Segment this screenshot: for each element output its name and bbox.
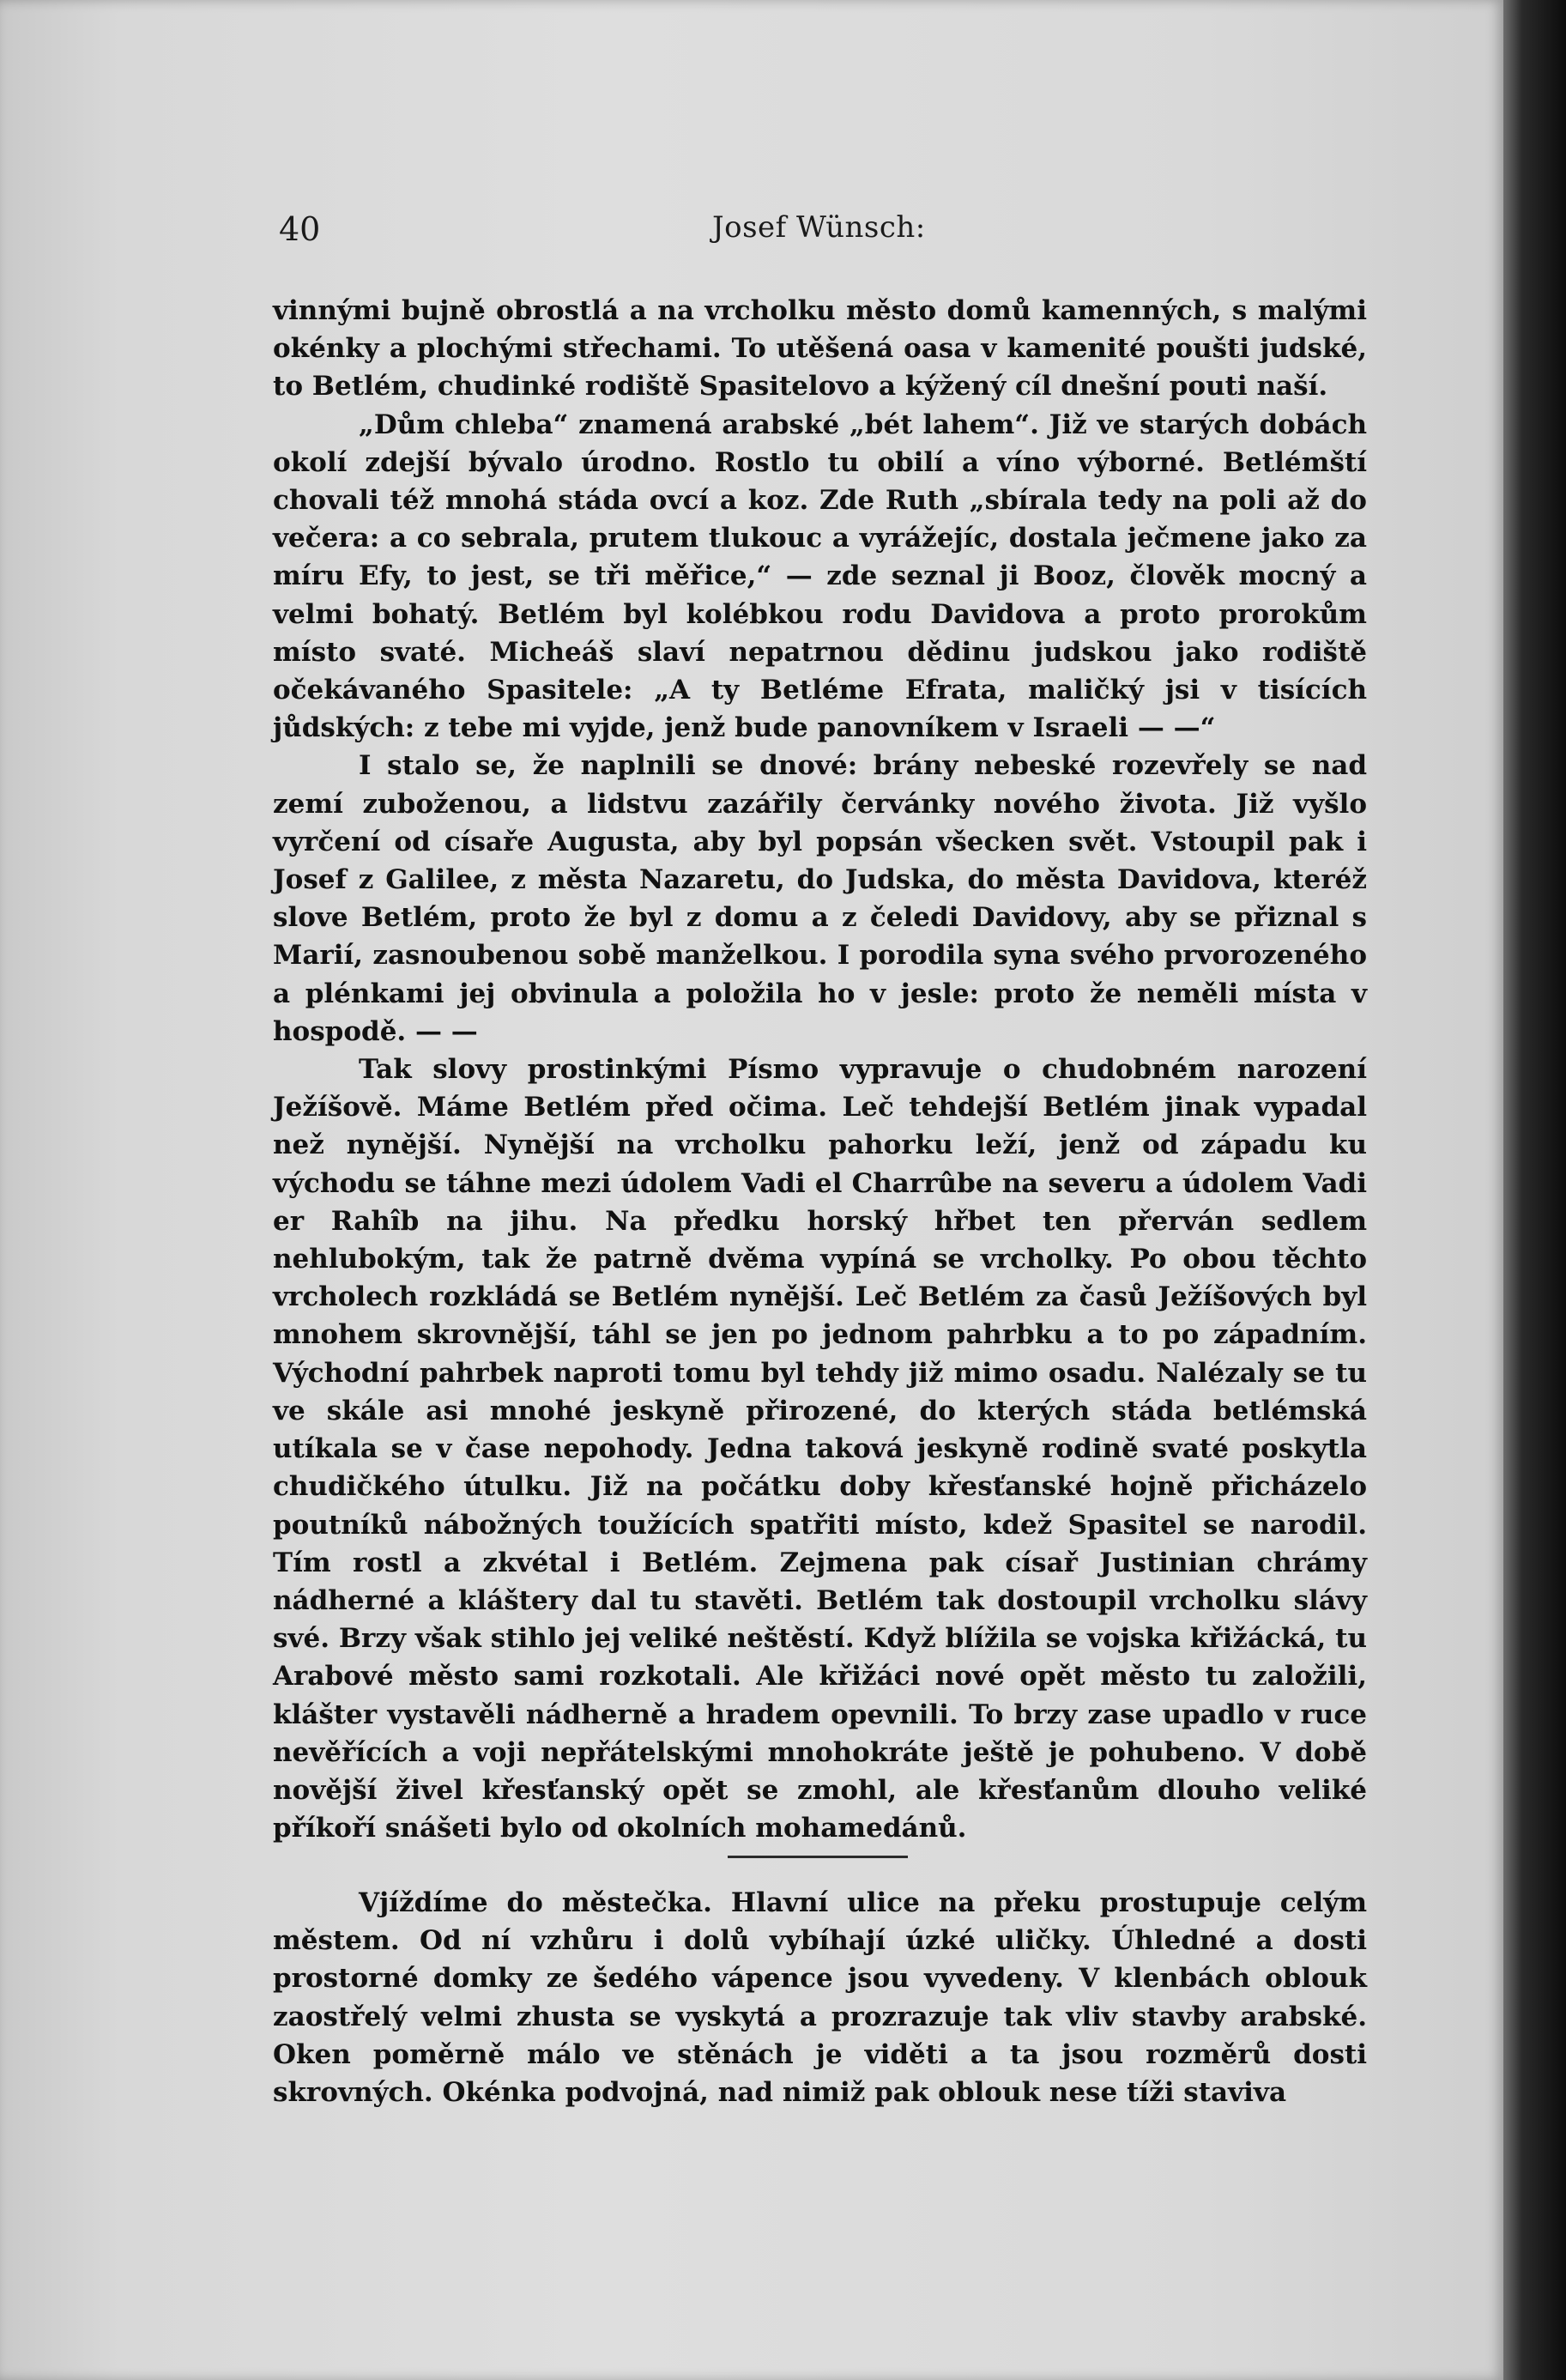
page-number: 40 bbox=[279, 210, 321, 248]
paragraph-2: „Dům chleba“ znamená arabské „bét lahem“. Již ve starých dobách okolí zdejší bývalo úrodno. Rostlo tu obilí a víno výborné. Betlémští chovali též mnohá stáda ovcí a koz. Zde Ruth „sbírala tedy na poli až do večera: a co sebrala, prutem tlukouc a vyrážejíc, dostala ječmene jako za míru Efy, to jest, se tři měřice,“ — zde seznal ji Booz, člověk mocný a velmi bohatý. Betlém byl kolébkou rodu Davidova a proto prorokům místo svaté. Micheáš slaví nepatrnou dědinu judskou jako rodiště očekávaného Spasitele: „A ty Betléme Efrata, maličký jsi v tisících jůdských: z tebe mi vyjde, jenž bude panovníkem v Israeli — —“ bbox=[273, 409, 1367, 744]
section-divider bbox=[728, 1856, 908, 1858]
paragraph-5: Vjíždíme do městečka. Hlavní ulice na překu prostupuje celým městem. Od ní vzhůru i dolů vybíhají úzké uličky. Úhledné a dosti prostorné domky ze šedého vápence jsou vyvedeny. V klenbách oblouk zaostřelý velmi zhusta se vyskytá a prozrazuje tak vliv stavby arabské. Oken poměrně málo ve stěnách je viděti a ta jsou rozměrů dosti skrovných. Okénka podvojná, nad nimiž pak oblouk nese tíži staviva bbox=[273, 1887, 1367, 2109]
second-section-text bbox=[273, 1884, 1367, 2111]
paragraph-1: vinnými bujně obrostlá a na vrcholku město domů kamenných, s malými okénky a plochými střechami. To utěšená oasa v kamenité poušti judské, to Betlém, chudinké rodiště Spasitelovo a kýžený cíl dnešní pouti naší. bbox=[273, 295, 1367, 403]
scan-edge-shadow bbox=[1503, 0, 1566, 2380]
main-text bbox=[273, 292, 1367, 1847]
paragraph-3: I stalo se, že naplnili se dnové: brány nebeské rozevřely se nad zemí zuboženou, a lidstvu zazářily červánky nového života. Již vyšlo vyrčení od císaře Augusta, aby byl popsán všecken svět. Vstoupil pak i Josef z Galilee, z města Nazaretu, do Judska, do města Davidova, kteréž slove Betlém, proto že byl z domu a z čeledi Davidovy, aby se přiznal s Marií, zasnoubenou sobě manželkou. I porodila syna svého prvorozeného a plénkami jej obvinula a položila ho v jesle: proto že neměli místa v hospodě. — — bbox=[273, 750, 1367, 1047]
paragraph-4: Tak slovy prostinkými Písmo vypravuje o chudobném narození Ježíšově. Máme Betlém před očima. Leč tehdejší Betlém jinak vypadal než nynější. Nynější na vrcholku pahorku leží, jenž od západu ku východu se táhne mezi údolem Vadi el Charrûbe na severu a údolem Vadi er Rahîb na jihu. Na předku horský hřbet ten přerván sedlem nehlubokým, tak že patrně dvěma vypíná se vrcholky. Po obou těchto vrcholech rozkládá se Betlém nynější. Leč Betlém za časů Ježíšových byl mnohem skrovnější, táhl se jen po jednom pahrbku a to po západním. Východní pahrbek naproti tomu byl tehdy již mimo osadu. Nalézaly se tu ve skále asi mnohé jeskyně přirozené, do kterých stáda betlémská utíkala se v čase nepohody. Jedna taková jeskyně rodině svaté poskytla chudičkého útulku. Již na počátku doby křesťanské hojně přicházelo poutníků nábožných toužících spatřiti místo, kdež Spasitel se narodil. Tím rostl a zkvétal i Betlém. Zejmena pak císař Justinian chrámy nádherné a kláštery dal tu stavěti. Betlém tak dostoupil vrcholku slávy své. Brzy však stihlo jej veliké neštěstí. Když blížila se vojska křižácká, tu Arabové město sami rozkotali. Ale křižáci nové opět město tu založili, klášter vystavěli nádherně a hradem opevnili. To brzy zase upadlo v ruce nevěřících a voji nepřátelskými mnohokráte ještě je pohubeno. V době novější živel křesťanský opět se zmohl, ale křesťanům dlouho veliké příkoří snášeti bylo od okolních mohamedánů. bbox=[273, 1054, 1367, 1844]
running-head: Josef Wünsch: bbox=[712, 210, 926, 245]
